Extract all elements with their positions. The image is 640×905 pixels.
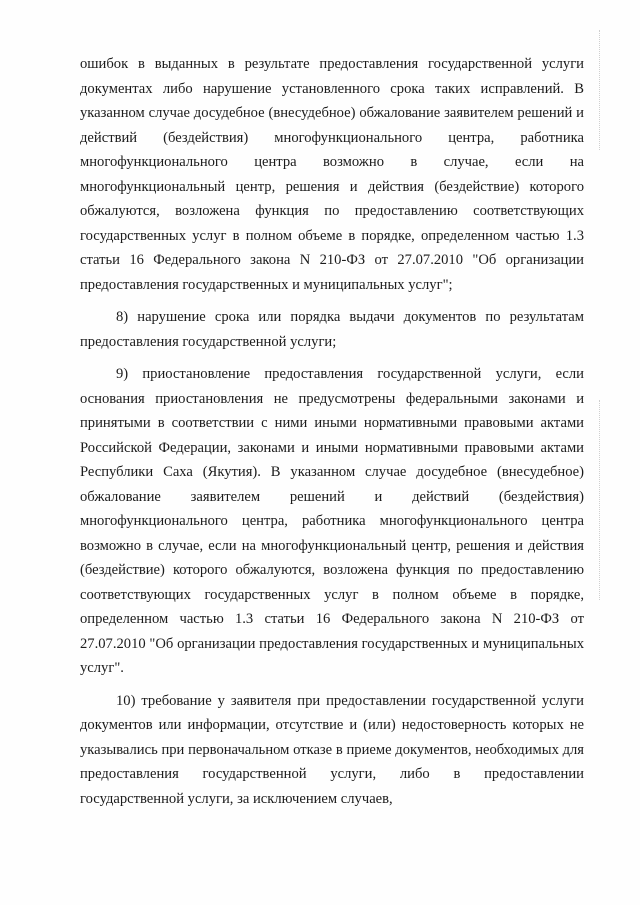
paragraph-continuation: ошибок в выданных в результате предоставления государственной услуги документах либо нарушение установленного срока таких исправлений. В указанном случае досудебное (внесудебное) обжалование заявителем решений и действий (бездействия) многофункционального центра, работника многофункционального центра возможно в случае, если на многофункциональный центр, решения и действия (бездействие) которого обжалуются, возложена функция по предоставлению соответствующих государственных услуг в полном объеме в порядке, определенном частью 1.3 статьи 16 Федерального закона N 210-ФЗ от 27.07.2010 "Об организации предоставления государственных и муниципальных услуг"; [80, 56, 584, 293]
paragraph-item-8: 8) нарушение срока или порядка выдачи документов по результатам предоставления государственной услуги; [80, 309, 584, 350]
document-body [80, 52, 584, 819]
paragraph-item-9: 9) приостановление предоставления государственной услуги, если основания приостановления не предусмотрены федеральными законами и принятыми в соответствии с ними иными нормативными правовыми актами Российской Федерации, законами и иными нормативными правовыми актами Республики Саха (Якутия). В указанном случае досудебное (внесудебное) обжалование заявителем решений и действий (бездействия) многофункционального центра, работника многофункционального центра возможно в случае, если на многофункциональный центр, решения и действия (бездействие) которого обжалуются, возложена функция по предоставлению соответствующих государственных услуг в полном объеме в порядке, определенном частью 1.3 статьи 16 Федерального закона N 210-ФЗ от 27.07.2010 "Об организации предоставления государственных и муниципальных услуг". [80, 366, 584, 676]
paragraph-item-10: 10) требование у заявителя при предоставлении государственной услуги документов или информации, отсутствие и (или) недостоверность которых не указывались при первоначальном отказе в приеме документов, необходимых для предоставления государственной услуги, либо в предоставлении государственной услуги, за исключением случаев, [80, 692, 584, 807]
